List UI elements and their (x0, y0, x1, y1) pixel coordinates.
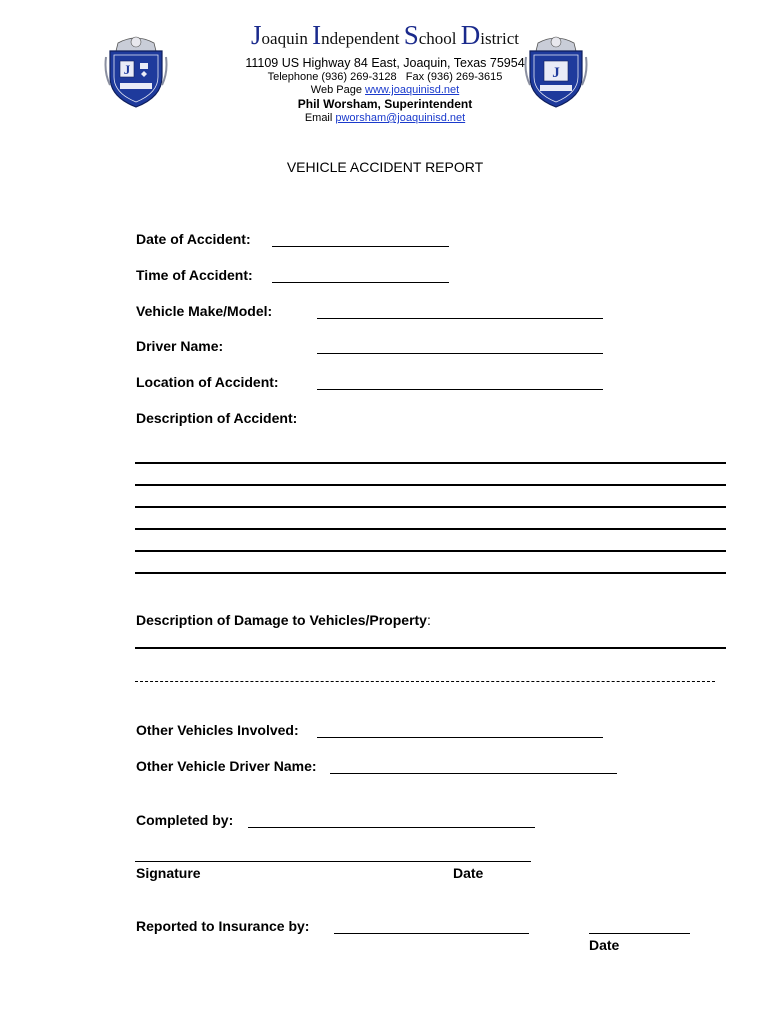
description-line[interactable] (135, 550, 726, 552)
description-line[interactable] (135, 484, 726, 486)
description-of-damage-label (136, 612, 431, 628)
date-label: Date (453, 865, 484, 881)
district-address: 11109 US Highway 84 East, Joaquin, Texas 75954 (245, 56, 525, 70)
damage-line[interactable] (135, 647, 726, 649)
date-of-accident-field[interactable] (272, 246, 449, 247)
email-label: Email (304, 112, 336, 124)
damage-line[interactable] (135, 681, 715, 682)
insurance-date-label: Date (589, 937, 620, 953)
district-word: Independent (312, 20, 404, 50)
description-line[interactable] (135, 528, 726, 530)
form-title: VEHICLE ACCIDENT REPORT (286, 159, 484, 175)
other-vehicles-involved-field[interactable] (317, 737, 603, 738)
crest-letter-right: J (552, 65, 560, 81)
district-telephone: Telephone (936) 269-3128 Fax (936) 269-3615 (267, 71, 503, 83)
reported-to-insurance-label: Reported to Insurance by: (136, 918, 310, 934)
web-label: Web Page (310, 84, 366, 96)
superintendent: Phil Worsham, Superintendent (297, 97, 473, 111)
driver-name-label: Driver Name: (136, 338, 224, 354)
description-of-accident-label: Description of Accident: (136, 410, 298, 426)
description-line[interactable] (135, 572, 726, 574)
email-link[interactable]: pworsham@joaquinisd.net (335, 112, 466, 124)
description-line[interactable] (135, 462, 726, 464)
other-vehicle-driver-name-field[interactable] (330, 773, 617, 774)
driver-name-field[interactable] (317, 353, 603, 354)
vehicle-make-model-field[interactable] (317, 318, 603, 319)
date-of-accident-label: Date of Accident: (136, 231, 251, 247)
crest-letter-left: J (123, 62, 131, 77)
description-line[interactable] (135, 506, 726, 508)
insurance-date-field[interactable] (589, 933, 690, 934)
time-of-accident-label: Time of Accident: (136, 267, 253, 283)
district-name (0, 20, 770, 51)
completed-by-field[interactable] (248, 827, 535, 828)
district-word: School (403, 20, 461, 50)
signature-date-line[interactable] (135, 861, 531, 862)
description-of-damage-text: Description of Damage to Vehicles/Property (136, 612, 427, 628)
district-word: Joaquin (251, 20, 313, 50)
location-of-accident-field[interactable] (317, 389, 603, 390)
reported-to-insurance-field[interactable] (334, 933, 529, 934)
vehicle-make-model-label: Vehicle Make/Model: (136, 303, 273, 319)
description-of-damage-colon: : (426, 612, 431, 628)
other-vehicle-driver-name-label: Other Vehicle Driver Name: (136, 758, 317, 774)
completed-by-label: Completed by: (136, 812, 234, 828)
location-of-accident-label: Location of Accident: (136, 374, 279, 390)
time-of-accident-field[interactable] (272, 282, 449, 283)
signature-label: Signature (136, 865, 201, 881)
district-email (0, 112, 770, 124)
web-link[interactable]: www.joaquinisd.net (365, 84, 460, 96)
other-vehicles-involved-label: Other Vehicles Involved: (136, 722, 299, 738)
district-word: District (460, 20, 519, 50)
district-web (0, 84, 770, 96)
